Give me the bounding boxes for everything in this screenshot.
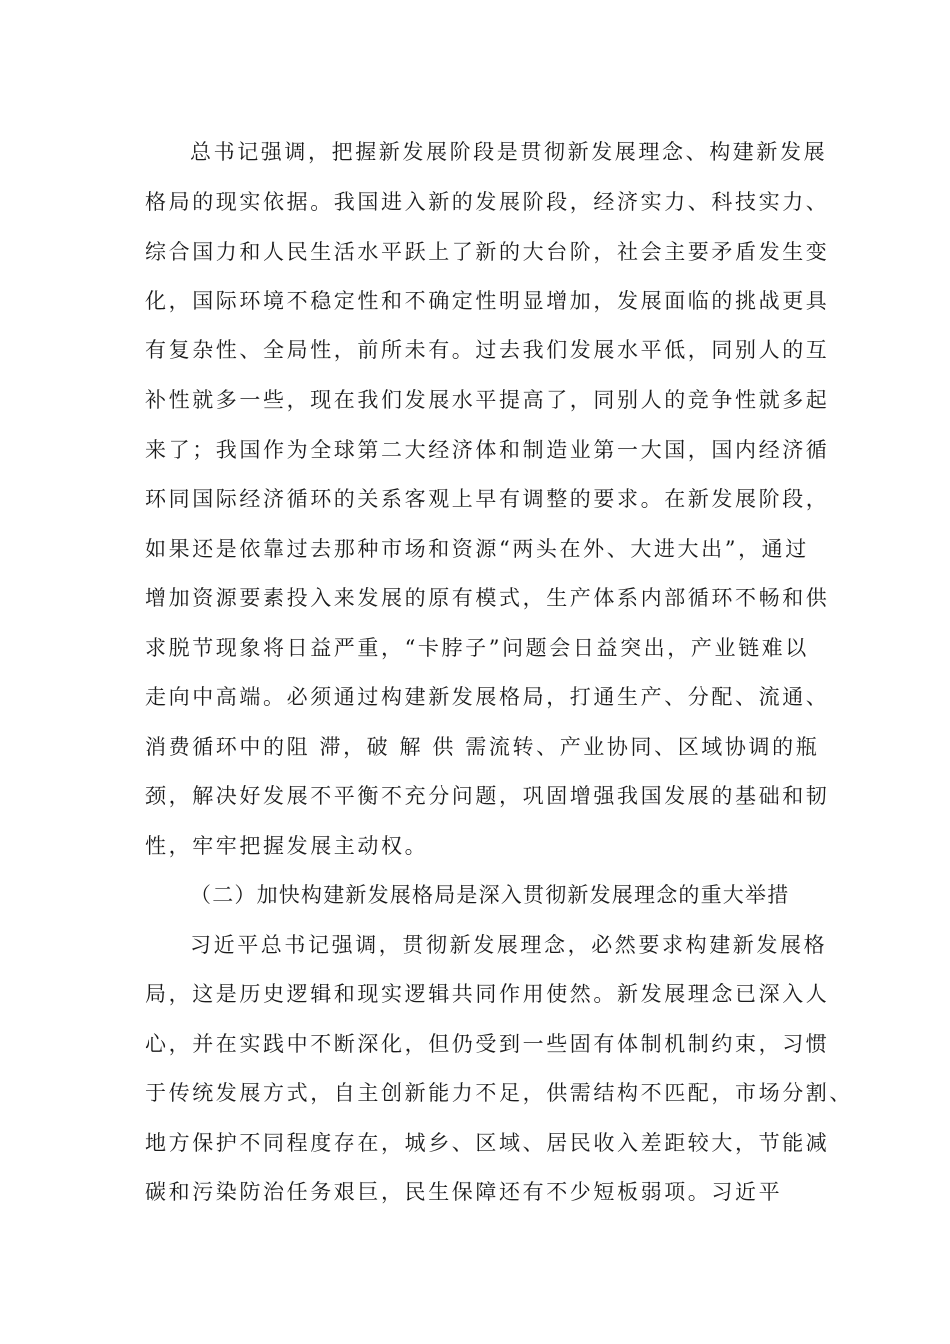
paragraph-1-line-14: 颈，解决好发展不平衡不充分问题，巩固增强我国发展的基础和韧 bbox=[145, 784, 830, 808]
paragraph-1-line-7: 来了；我国作为全球第二大经济体和制造业第一大国，国内经济循 bbox=[145, 438, 830, 462]
paragraph-1-line-3: 综合国力和人民生活水平跃上了新的大台阶，社会主要矛盾发生变 bbox=[145, 240, 830, 264]
paragraph-1-line-2: 格局的现实依据。我国进入新的发展阶段，经济实力、科技实力、 bbox=[145, 190, 830, 214]
paragraph-1-line-15: 性，牢牢把握发展主动权。 bbox=[145, 834, 429, 858]
paragraph-1-line-1: 总书记强调，把握新发展阶段是贯彻新发展理念、构建新发展 bbox=[190, 140, 828, 164]
paragraph-2-line-2: 局，这是历史逻辑和现实逻辑共同作用使然。新发展理念已深入人 bbox=[145, 982, 830, 1006]
paragraph-1-line-9: 如果还是依靠过去那种市场和资源“两头在外、大进大出”，通过 bbox=[145, 537, 809, 561]
paragraph-1-line-5: 有复杂性、全局性，前所未有。过去我们发展水平低，同别人的互 bbox=[145, 338, 830, 362]
paragraph-2-line-6: 碳和污染防治任务艰巨，民生保障还有不少短板弱项。习近平 bbox=[145, 1180, 783, 1204]
paragraph-1-line-4: 化，国际环境不稳定性和不确定性明显增加，发展面临的挑战更具 bbox=[145, 289, 830, 313]
paragraph-1-line-10: 增加资源要素投入来发展的原有模式，生产体系内部循环不畅和供 bbox=[145, 586, 830, 610]
paragraph-2-line-4: 于传统发展方式，自主创新能力不足，供需结构不匹配，市场分割、 bbox=[145, 1081, 853, 1105]
paragraph-1-line-8: 环同国际经济循环的关系客观上早有调整的要求。在新发展阶段， bbox=[145, 487, 830, 511]
paragraph-1-line-11: 求脱节现象将日益严重，“卡脖子”问题会日益突出，产业链难以 bbox=[145, 636, 809, 660]
paragraph-2-line-1: 习近平总书记强调，贯彻新发展理念，必然要求构建新发展格 bbox=[190, 933, 828, 957]
paragraph-1-line-6: 补性就多一些，现在我们发展水平提高了，同别人的竞争性就多起 bbox=[145, 388, 830, 412]
paragraph-1-line-13: 消费循环中的阻 滞，破 解 供 需流转、产业协同、区域协调的瓶 bbox=[145, 735, 820, 759]
paragraph-1-line-12: 走向中高端。必须通过构建新发展格局，打通生产、分配、流通、 bbox=[145, 685, 830, 709]
section-heading: （二）加快构建新发展格局是深入贯彻新发展理念的重大举措 bbox=[190, 883, 790, 907]
paragraph-2-line-5: 地方保护不同程度存在，城乡、区域、居民收入差距较大，节能减 bbox=[145, 1131, 830, 1155]
paragraph-2-line-3: 心，并在实践中不断深化，但仍受到一些固有体制机制约束，习惯 bbox=[145, 1032, 830, 1056]
